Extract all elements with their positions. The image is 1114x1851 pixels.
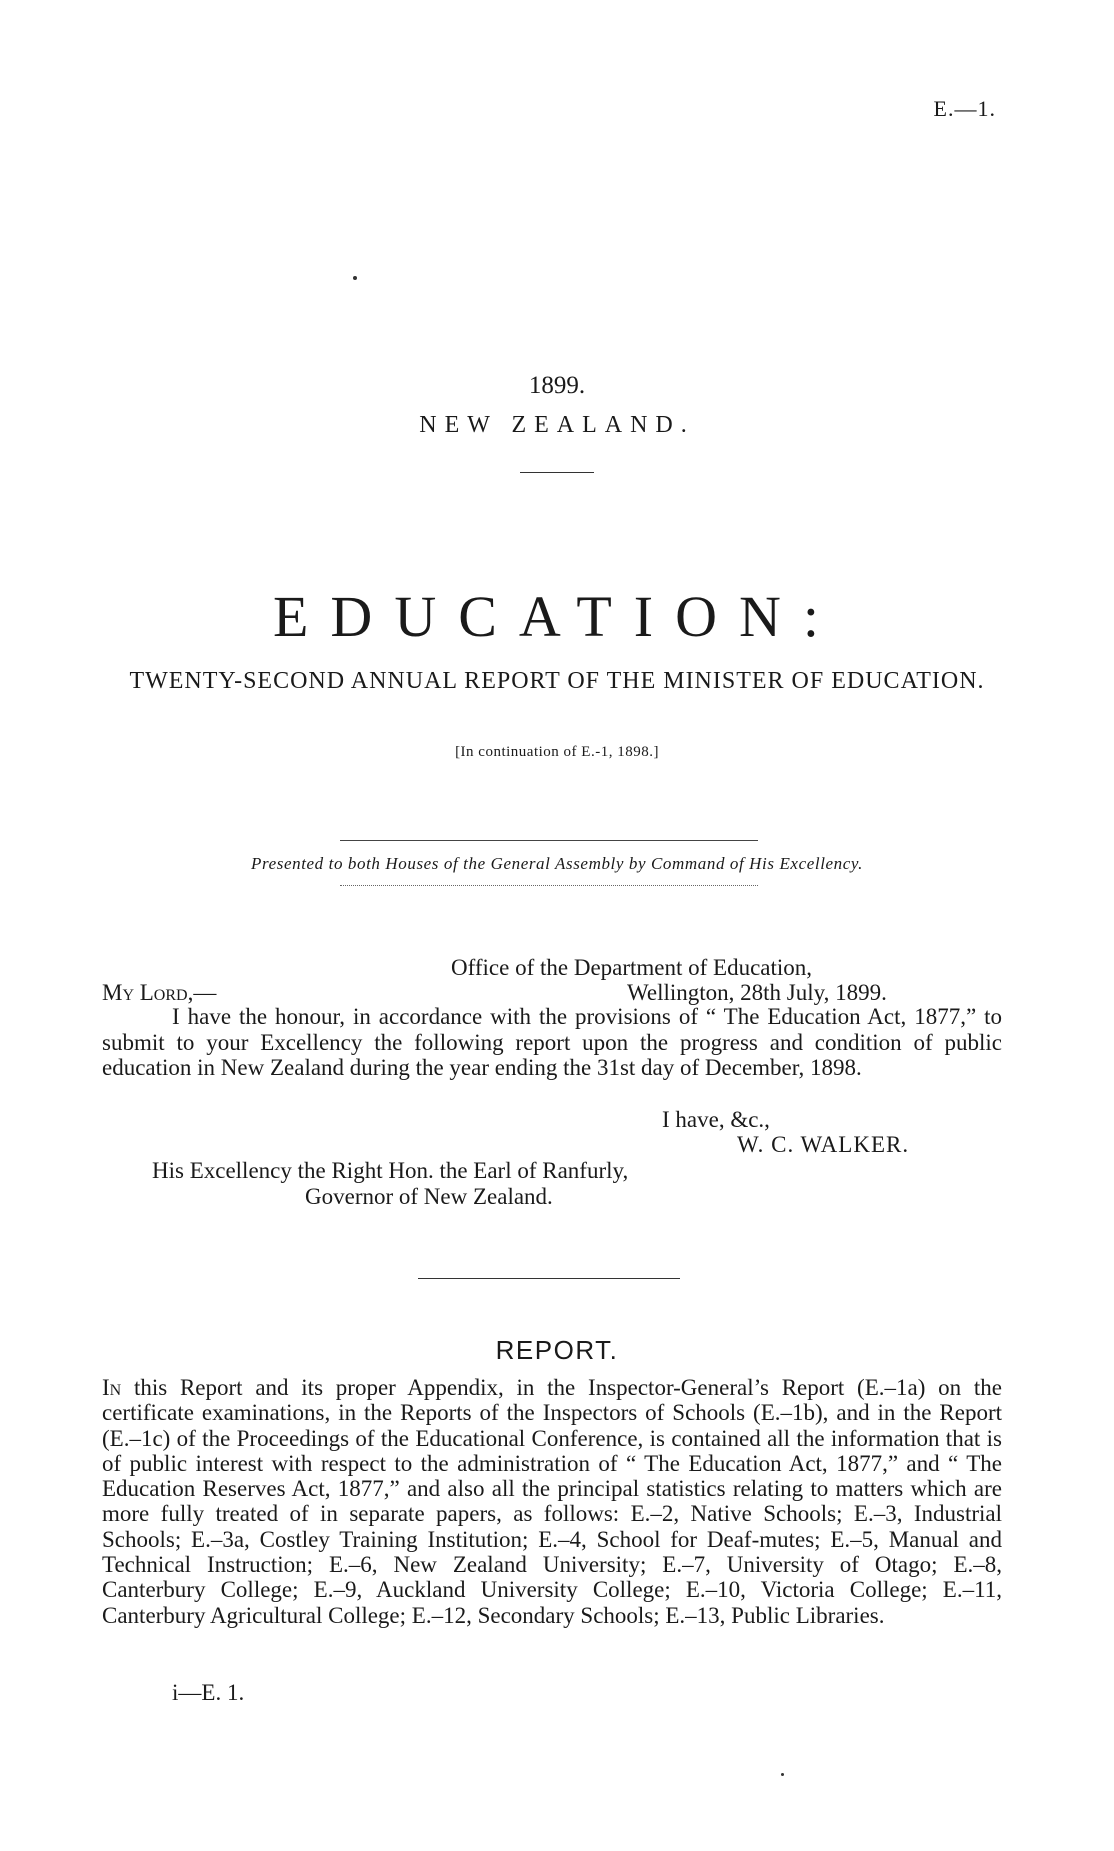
letter-body: I have the honour, in accordance with the provisions of “ The Education Act, 1877,” to submit to your Excellency the following report upon the progress and condition of public education in New Zealand during the year ending the 31st day of December, 1898. bbox=[102, 1004, 1002, 1080]
page-reference: E.—1. bbox=[933, 96, 996, 121]
document-subtitle: TWENTY-SECOND ANNUAL REPORT OF THE MINISTER OF EDUCATION. bbox=[129, 668, 985, 694]
print-speck bbox=[781, 1773, 784, 1776]
divider-rule-top bbox=[340, 840, 758, 841]
report-lead-word: In bbox=[102, 1375, 122, 1400]
letter-signature: W. C. WALKER. bbox=[737, 1132, 910, 1157]
continuation-note: [In continuation of E.-1, 1898.] bbox=[455, 744, 659, 760]
letter-office: Office of the Department of Education, bbox=[451, 955, 813, 980]
year: 1899. bbox=[528, 372, 586, 399]
letter-date: Wellington, 28th July, 1899. bbox=[627, 980, 887, 1005]
letter-closing: I have, &c., bbox=[662, 1107, 770, 1132]
letter-addressee: His Excellency the Right Hon. the Earl of Ranfurly, bbox=[152, 1158, 629, 1183]
print-speck bbox=[353, 276, 357, 280]
divider-rule-bottom bbox=[340, 885, 758, 886]
signature-mark: i—E. 1. bbox=[172, 1680, 245, 1705]
report-body bbox=[102, 1375, 1002, 1628]
report-text: this Report and its proper Appendix, in the Inspector-General’s Report (E.–1a) on the certificate examinations, in the Reports of the Inspectors of Schools (E.–1b), and in the Report (E.–1c) of the Proceedings of the Educational Conference, is contained all the information that is of public interest with respect to the administration of “ The Education Act, 1877,” and “ The Education Reserves Act, 1877,” and also all the principal statistics relating to matters which are more fully treated of in separate papers, as follows: E.–2, Native Schools; E.–3, Industrial Schools; E.–3a, Costley Training Institution; E.–4, School for Deaf-mutes; E.–5, Manual and Technical Instruction; E.–6, New Zealand University; E.–7, University of Otago; E.–8, Canterbury College; E.–9, Auckland University College; E.–10, Victoria College; E.–11, Canterbury Agricultural College; E.–12, Secondary Schools; E.–13, Public Libraries. bbox=[102, 1375, 1002, 1628]
document-title: EDUCATION: bbox=[273, 584, 841, 649]
presentation-note: Presented to both Houses of the General Assembly by Command of His Excellency. bbox=[251, 854, 863, 873]
letter-addressee-title: Governor of New Zealand. bbox=[305, 1184, 553, 1209]
section-divider-rule bbox=[418, 1278, 680, 1279]
report-heading: REPORT. bbox=[495, 1335, 619, 1365]
letter-salutation: My Lord,— bbox=[102, 980, 217, 1005]
country-name: NEW ZEALAND. bbox=[419, 412, 695, 438]
divider-rule bbox=[520, 472, 594, 473]
